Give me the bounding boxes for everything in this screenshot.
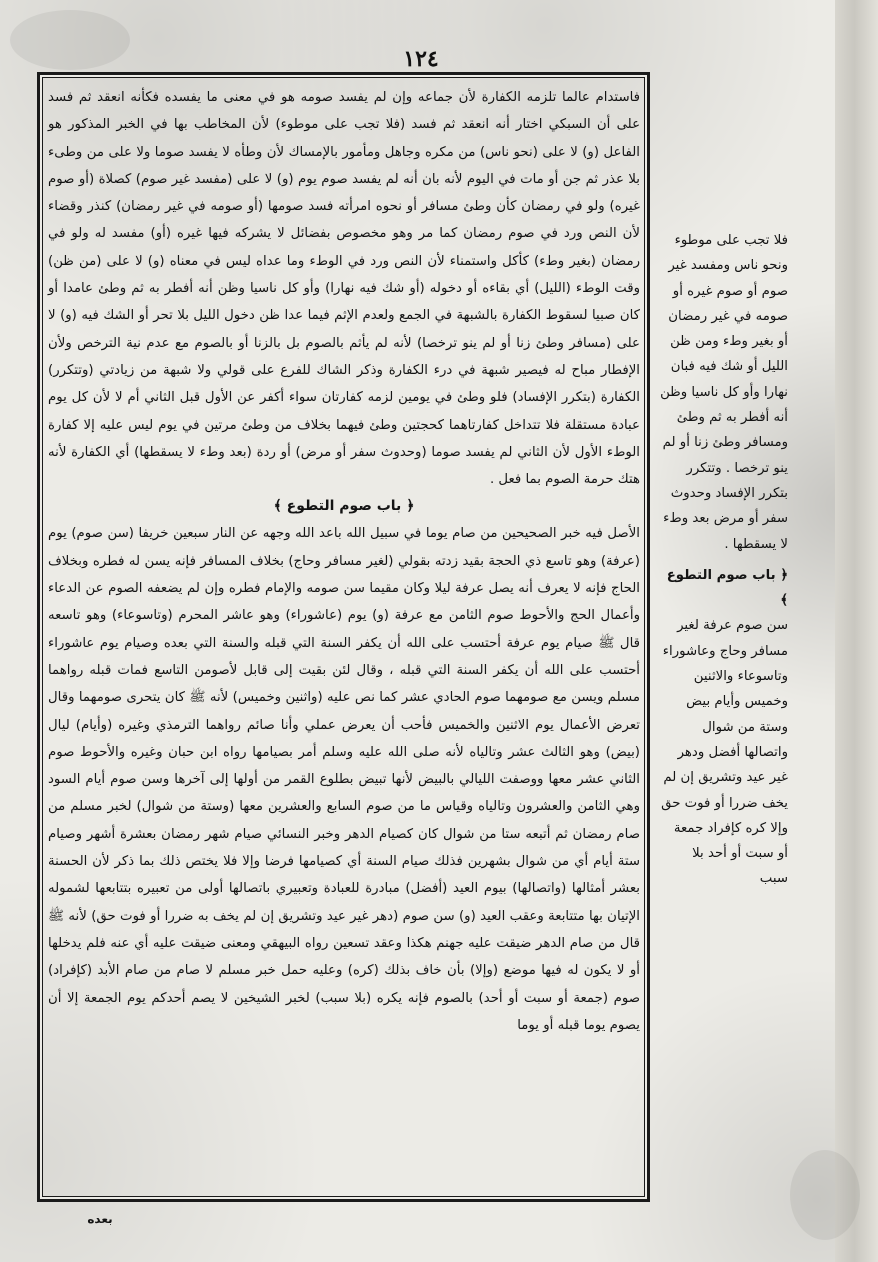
margin-heading: ﴿ باب صوم التطوع ﴾ [666,567,788,609]
main-paragraph: فاستدام عالما تلزمه الكفارة لأن جماعه وإن لم يفسد صومه هو في معنى ما يفسده فكأنه انعقد ثم فسد على أن السبكي اختار أنه انعقد ثم فسد (فلا تجب على موطوء) لأن المخاطب بها في الخبر المذكور هو الفاعل (و) لا على (نحو ناس) من مكره وجاهل ومأمور بالإمساك لأن وطأه لا يفسد صوما ولا على من وطىء بلا عذر ثم جن أو مات في اليوم لأنه بان أنه لم يفسد صوم يوم (و) لا على (مفسد غير صوم) كصلاة (أو صوم غيره) ولو في رمضان كأن وطئ مسافر أو نحوه امرأته فسد صومها (أو صومه في غير رمضان) كنذر وقضاء لأن النص ورد في صوم رمضان كما مر وهو مخصوص بفضائل لا يشركه فيها غيره (أو) مفسد له ولو في رمضان (بغير وطء) كأكل واستمناء لأن النص ورد في الوطء وما عداه ليس في معناه (و) لا على (من ظن) وقت الوطء (الليل) أي بقاءه أو دخوله (أو شك فيه نهارا) وأو كل ناسيا وظن أنه أفطر به ثم وطئ عامدا أو كان صبيا لسقوط الكفارة بالشبهة في الجمع ولعدم الإثم فيما عدا ظن دخول الليل بلا تحر أو الشك فيه (و) لا على (مسافر وطئ زنا أو لم ينو ترخصا) لأنه لم يأثم بالصوم بل بالزنا أو بالصوم مع عدم نية الترخص ولأن الإفطار مباح له فيصير شبهة في درء الكفارة وذكر الشاك للفرع على قولي ولا شبهة من زيادتي (وتتكرر) الكفارة (بتكرر الإفساد) فلو وطئ في يومين لزمه كفارتان سواء أكفر عن الأول قبل الثاني أم لا لأن كل يوم عبادة مستقلة فلا تتداخل كفارتاهما كحجتين وطئ فيهما بخلاف من وطئ مرتين في يوم ليس عليه إلا كفارة الوطء الأول لأن الثاني لم يفسد صوما (وحدوث سفر أو مرض) أو ردة (بعد وطء لا يسقطها) أي الكفارة لأنه هتك حرمة الصوم بما فعل . [48,90,640,488]
catchword: بعده [87,1212,113,1226]
scanned-page-edge [835,0,878,1262]
page-number: ١٢٤ [403,46,439,72]
paper-stain [10,10,130,70]
margin-note: سن صوم عرفة لغير مسافر وحاج وعاشوراء وتاسوعاء والاثنين وخميس وأيام بيض وستة من شوال واتصالها أفضل ودهر غير عيد وتشريق إن لم يخف ضررا أو فوت حق وإلا كره كإفراد جمعة أو سبت أو أحد بلا سبب [661,618,788,887]
margin-note: فلا تجب على موطوء ونحو ناس ومفسد غير صوم أو صوم غيره أو صومه في غير رمضان أو بغير وطء ومن ظن الليل أو شك فيه فبان نهارا وأو كل ناسيا وظن أنه أفطر به ثم وطئ ومسافر وطئ زنا أو لم ينو ترخصا . وتتكرر بتكرر الإفساد وحدوث سفر أو مرض بعد وطء لا يسقطها . [660,233,788,552]
margin-notes-column [660,228,788,1088]
main-paragraph: الأصل فيه خبر الصحيحين من صام يوما في سبيل الله باعد الله وجهه عن النار سبعين خريفا (سن صوم) يوم (عرفة) وهو تاسع ذي الحجة بقيد زدته بقولي (لغير مسافر وحاج) بخلاف المسافر فإنه يسن له فطره وبخلاف الحاج فإنه لا يعرف أنه يصل عرفة ليلا وكان مقيما سن صومه والإمام فطره وإن لم يضعفه الصوم عن الدعاء وأعمال الحج والأحوط صوم الثامن مع عرفة (و) يوم (عاشوراء) وهو عاشر المحرم (وتاسوعاء) وهو تاسعه قال ﷺ صيام يوم عرفة أحتسب على الله أن يكفر السنة التي قبله والسنة التي بعده وصيام يوم عاشوراء أحتسب على الله أن يكفر السنة التي قبله ، وقال لئن بقيت إلى قابل لأصومن التاسع فمات قبله رواهما مسلم ويسن مع صومهما صوم الحادي عشر كما نص عليه (واثنين وخميس) لأنه ﷺ كان يتحرى صومهما وقال تعرض الأعمال يوم الاثنين والخميس فأحب أن يعرض عملي وأنا صائم رواهما الترمذي وغيره (وأيام) ليال (بيض) وهو الثالث عشر وتالياه لأنه صلى الله عليه وسلم أمر بصيامها رواه ابن حبان وغيره والأحوط صوم الثاني عشر معها ووصفت الليالي بالبيض لأنها تبيض بطلوع القمر من أولها إلى آخرها وسن صوم أيام السود وهي الثامن والعشرون وتالياه وقياس ما من صوم السابع والعشرين معها (وستة من شوال) لخبر مسلم من صام رمضان ثم أتبعه ستا من شوال كان كصيام الدهر وخبر النسائي صيام شهر رمضان بعشرة أشهر وصيام ستة أيام أي من شوال بشهرين فذلك صيام السنة أي كصيامها فرضا وإلا فلا يختص ذلك بما ذكر لأن الحسنة بعشر أمثالها (واتصالها) بيوم العيد (أفضل) مبادرة للعبادة وتعبيري باتصالها أولى من تعبيره بتتابعها لشموله الإتيان بها متتابعة وعقب العيد (و) سن صوم (دهر غير عيد وتشريق إن لم يخف به ضررا أو فوت حق) لأنه ﷺ قال من صام الدهر ضيقت عليه جهنم هكذا وعقد تسعين رواه البيهقي ومعنى ضيقت عليه أي عنه فلم يدخلها أو لا يكون له فيها موضع (وإلا) بأن خاف بذلك (كره) وعليه حمل خبر مسلم لا صام من صام الأبد (كإفراد) صوم (جمعة أو سبت أو أحد) بالصوم فإنه يكره (بلا سبب) لخبر الشيخين لا يصم أحدكم يوم الجمعة إلا أن يصوم يوما قبله أو يوما [48,526,640,1033]
chapter-heading: ﴿ باب صوم التطوع ﴾ [273,498,415,515]
paper-stain [790,1150,860,1240]
main-text-block [48,84,640,1194]
